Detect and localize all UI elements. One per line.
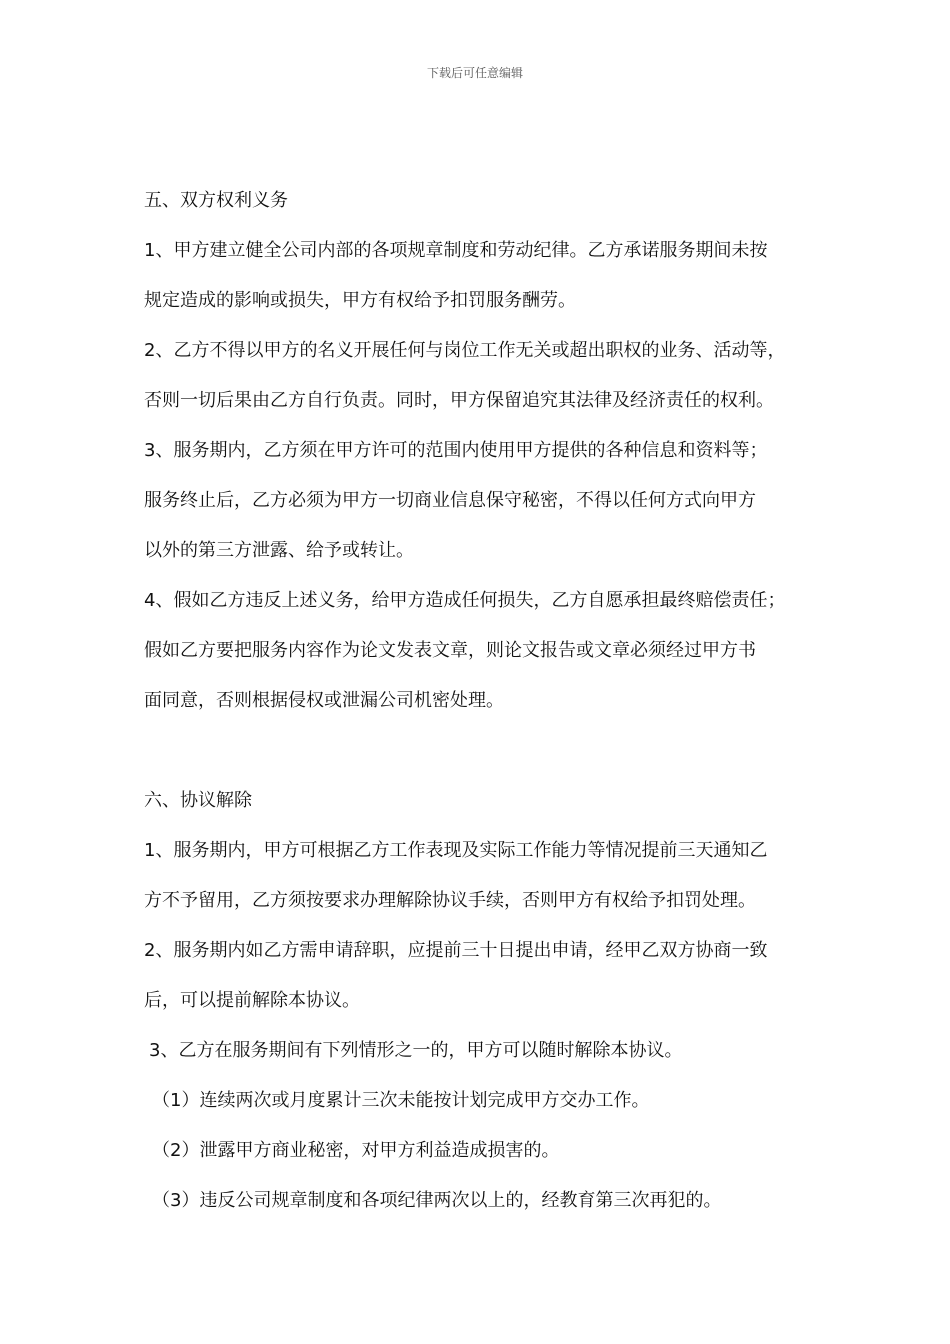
paragraph-line: 4、假如乙方违反上述义务，给甲方造成任何损失，乙方自愿承担最终赔偿责任； bbox=[144, 590, 786, 611]
paragraph-line: 2、乙方不得以甲方的名义开展任何与岗位工作无关或超出职权的业务、活动等， bbox=[144, 340, 786, 361]
paragraph-line: 假如乙方要把服务内容作为论文发表文章，则论文报告或文章必须经过甲方书 bbox=[144, 640, 756, 661]
paragraph-line: 面同意，否则根据侵权或泄漏公司机密处理。 bbox=[144, 690, 504, 711]
paragraph-line: 服务终止后，乙方必须为甲方一切商业信息保守秘密，不得以任何方式向甲方 bbox=[144, 490, 756, 511]
paragraph-line: 1、服务期内，甲方可根据乙方工作表现及实际工作能力等情况提前三天通知乙 bbox=[144, 840, 768, 861]
paragraph-line: 3、乙方在服务期间有下列情形之一的，甲方可以随时解除本协议。 bbox=[149, 1040, 683, 1061]
paragraph-line: 以外的第三方泄露、给予或转让。 bbox=[144, 540, 414, 561]
document-body bbox=[144, 176, 844, 1226]
list-item: （3）违反公司规章制度和各项纪律两次以上的，经教育第三次再犯的。 bbox=[152, 1190, 722, 1211]
section-title-termination: 六、协议解除 bbox=[144, 790, 252, 811]
paragraph-line: 3、服务期内，乙方须在甲方许可的范围内使用甲方提供的各种信息和资料等； bbox=[144, 440, 768, 461]
list-item: （1）连续两次或月度累计三次未能按计划完成甲方交办工作。 bbox=[152, 1090, 650, 1111]
page-header: 下载后可任意编辑 bbox=[426, 66, 523, 80]
paragraph-line: 2、服务期内如乙方需申请辞职，应提前三十日提出申请，经甲乙双方协商一致 bbox=[144, 940, 768, 961]
paragraph-line: 规定造成的影响或损失，甲方有权给予扣罚服务酬劳。 bbox=[144, 290, 576, 311]
paragraph-line: 后，可以提前解除本协议。 bbox=[144, 990, 360, 1011]
section-spacer bbox=[144, 726, 844, 776]
section-title-rights-obligations: 五、双方权利义务 bbox=[144, 190, 288, 211]
paragraph-line: 1、甲方建立健全公司内部的各项规章制度和劳动纪律。乙方承诺服务期间未按 bbox=[144, 240, 768, 261]
list-item: （2）泄露甲方商业秘密，对甲方利益造成损害的。 bbox=[152, 1140, 560, 1161]
paragraph-line: 否则一切后果由乙方自行负责。同时，甲方保留追究其法律及经济责任的权利。 bbox=[144, 390, 774, 411]
paragraph-line: 方不予留用，乙方须按要求办理解除协议手续，否则甲方有权给予扣罚处理。 bbox=[144, 890, 756, 911]
